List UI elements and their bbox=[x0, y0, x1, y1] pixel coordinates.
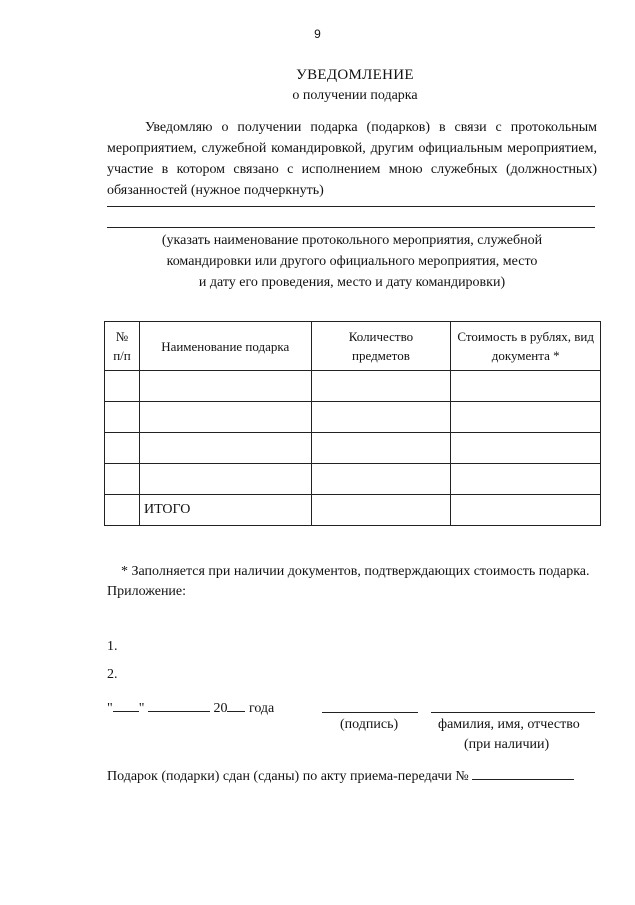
hint-text bbox=[107, 230, 597, 293]
header-quantity: Количество предметов bbox=[311, 322, 451, 371]
attachment-item-2: 2. bbox=[107, 667, 118, 682]
date-line bbox=[107, 699, 274, 717]
table-cell[interactable] bbox=[311, 402, 451, 433]
table-cell[interactable] bbox=[139, 402, 311, 433]
fill-line-2 bbox=[107, 227, 595, 228]
signature-label: (подпись) bbox=[340, 717, 399, 732]
footnote bbox=[107, 562, 597, 602]
table-cell[interactable] bbox=[139, 371, 311, 402]
table-cell[interactable] bbox=[451, 464, 601, 495]
table-cell[interactable] bbox=[451, 495, 601, 526]
table-cell[interactable] bbox=[105, 464, 140, 495]
table-cell[interactable] bbox=[139, 433, 311, 464]
footnote-text: * Заполняется при наличии документов, подтверждающих стоимость подарка. bbox=[121, 564, 590, 579]
table-cell[interactable] bbox=[105, 433, 140, 464]
table-row bbox=[105, 402, 601, 433]
table-cell[interactable] bbox=[105, 371, 140, 402]
document-title: УВЕДОМЛЕНИЕ bbox=[296, 67, 414, 83]
intro-paragraph bbox=[107, 117, 597, 201]
document-subtitle: о получении подарка bbox=[292, 88, 418, 103]
intro-text: Уведомляю о получении подарка (подарков) в связи с протокольным мероприятием, служебной командировкой, другим официальным мероприятием, участие в котором связано с исполнением мною служебных (должностных) обязанностей (нужное подчеркнуть) bbox=[107, 120, 597, 198]
signature-line[interactable] bbox=[322, 712, 418, 713]
quote-close: " bbox=[138, 701, 145, 716]
month-field[interactable] bbox=[148, 699, 210, 712]
table-row bbox=[105, 371, 601, 402]
page-number: 9 bbox=[314, 27, 321, 41]
table-cell[interactable] bbox=[139, 464, 311, 495]
header-cost: Стоимость в рублях, вид документа * bbox=[451, 322, 601, 371]
year-suffix: года bbox=[248, 701, 275, 716]
table-row bbox=[105, 433, 601, 464]
name-label: фамилия, имя, отчество bbox=[438, 717, 580, 732]
attachment-label: Приложение: bbox=[107, 584, 187, 599]
table-cell[interactable] bbox=[451, 402, 601, 433]
table-total-row bbox=[105, 495, 601, 526]
hint-line: и дату его проведения, место и дату командировки) bbox=[198, 275, 506, 290]
table-cell[interactable] bbox=[451, 371, 601, 402]
name-line[interactable] bbox=[431, 712, 595, 713]
handover-line bbox=[107, 767, 574, 785]
table-cell[interactable] bbox=[311, 371, 451, 402]
hint-line: командировки или другого официального мероприятия, место bbox=[166, 254, 538, 269]
gifts-table bbox=[104, 321, 601, 526]
table-row bbox=[105, 464, 601, 495]
handover-text: Подарок (подарки) сдан (сданы) по акту приема-передачи № bbox=[107, 769, 469, 784]
table-cell bbox=[105, 495, 140, 526]
table-cell[interactable] bbox=[105, 402, 140, 433]
act-number-field[interactable] bbox=[472, 767, 574, 780]
table-cell[interactable] bbox=[311, 464, 451, 495]
day-field[interactable] bbox=[113, 699, 139, 712]
hint-line: (указать наименование протокольного мероприятия, служебной bbox=[161, 233, 543, 248]
table-cell[interactable] bbox=[451, 433, 601, 464]
table-cell[interactable] bbox=[311, 495, 451, 526]
fill-line-1 bbox=[107, 206, 595, 207]
quote-open: " bbox=[107, 701, 113, 716]
table-cell[interactable] bbox=[311, 433, 451, 464]
header-gift-name: Наименование подарка bbox=[139, 322, 311, 371]
name-note: (при наличии) bbox=[464, 737, 550, 752]
total-label: ИТОГО bbox=[139, 495, 311, 526]
attachment-item-1: 1. bbox=[107, 639, 118, 654]
year-prefix: 20 bbox=[213, 701, 228, 716]
header-number: № п/п bbox=[105, 322, 140, 371]
year-field[interactable] bbox=[227, 699, 245, 712]
table-header-row bbox=[105, 322, 601, 371]
